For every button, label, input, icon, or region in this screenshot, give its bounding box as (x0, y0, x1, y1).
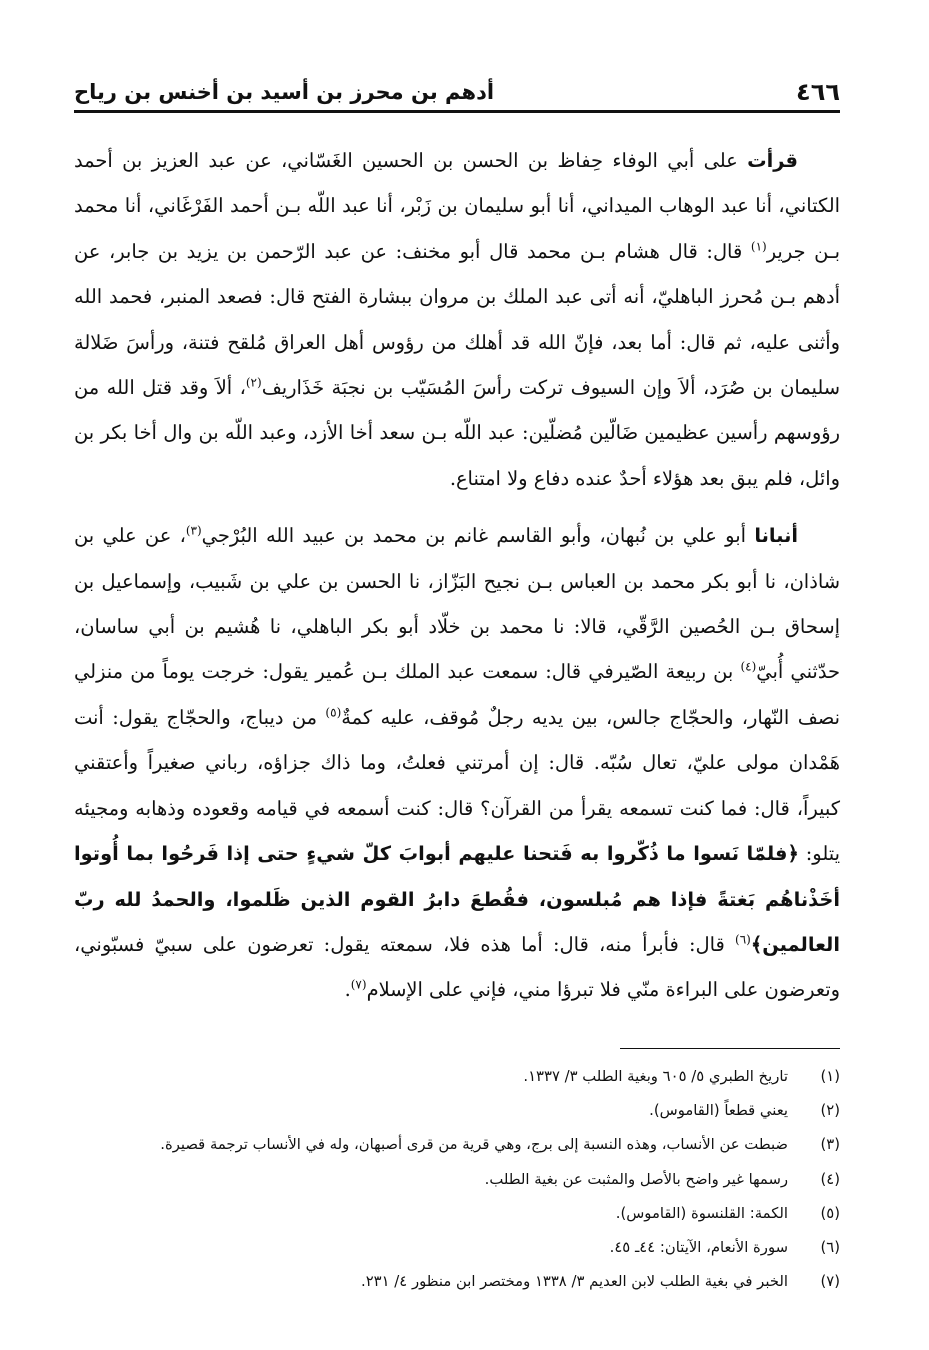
paragraph-lead-word: أنبانا (754, 524, 798, 548)
footnote-number: (٤) (820, 1170, 840, 1188)
footnote-separator (620, 1048, 840, 1049)
footnote-number: (٦) (820, 1239, 840, 1257)
header-rule (74, 110, 840, 113)
footnote-marker: (٥) (325, 705, 342, 720)
paragraph-text: من ديباج، والحجّاج يقول: أنت هَمْدان مولى عليّ، تعال سُبّه. قال: إن أمرتني فعلتُ، وما ذاك جزاؤه، رباني صغيراً وأعتقني كبيراً، قال: فما كنت تسمعه يقرأ من القرآن؟ قال: كنت أسمعه في قيامه وقعوده وذهابه ومجيئه يتلو: (74, 705, 840, 866)
quran-quote: ﴿فلمّا نَسوا ما ذُكّروا به فَتحنا عليهم أبوابَ كلّ شيءٍ حتى إذا فَرحُوا بما أُوتوا أخَذْناهُم بَغتةً فإذا هم مُبلسون، فقُطعَ دابرُ القوم الذين ظَلموا، والحمدُ لله ربّ العالمين﴾ (74, 842, 840, 956)
page-number: ٤٦٦ (796, 78, 840, 106)
footnote-number: (٧) (820, 1273, 840, 1291)
footnote (74, 1094, 840, 1128)
footnote (74, 1163, 840, 1197)
footnote (74, 1128, 840, 1162)
footnote-text: سورة الأنعام، الآيتان: ٤٤ـ ٤٥. (609, 1239, 788, 1257)
paragraph-text: قال: قال هشام بـن محمد قال أبو مخنف: عن عبد الرّحمن بن يزيد بن جابر، عن أدهم بـن مُحرز الباهليّ، أنه أتى عبد الملك بن مروان ببشارة الفتح قال: فصعد المنبر، فحمد الله وأثنى عليه، ثم قال: أما بعد، فإنّ الله قد أهلك من رؤوس أهل العراق مُلقح فتنة، ورأسَ ضَلالة سليمان بن صُرَد، ألاَ وإن السيوف تركت رأسَ المُسَيّب بن نجبَة خَذَاريف (74, 239, 840, 400)
paragraph-text: ، ألاَ وقد قتل الله من رؤوسهم رأسين عظيمين ضَالّين مُضلّين: عبد اللّه بـن سعد أخا الأزد، وعبد اللّه بن وال أخا بكر بن وائل، فلم يبق بعد هؤلاء أحدٌ عنده دفاع ولا امتناع. (74, 376, 840, 490)
paragraph-text: على أبي الوفاء حِفاظ بن الحسن بن الحسين الغَسّاني، عن عبد العزيز بن أحمد الكتاني، أنا عبد الوهاب الميداني، أنا أبو سليمان بن زَبْر، أنا عبد اللّه بـن أحمد الفَرْغَاني، أنا محمد بـن جرير (74, 149, 840, 263)
paragraph-lead-word: قرأت (747, 149, 798, 172)
paragraph-text: أبو علي بن نُبهان، وأبو القاسم غانم بن محمد بن عبيد الله البُرْجي (201, 524, 755, 548)
footnote (74, 1231, 840, 1265)
running-title: أدهم بن محرز بن أسيد بن أخنس بن رياح (74, 80, 495, 104)
footnote-text: يعني قطعاً (القاموس). (649, 1102, 788, 1120)
footnote-marker: (٧) (350, 977, 367, 992)
paragraph-text: بن ربيعة الصّيرفي قال: سمعت عبد الملك بـن عُمير يقول: خرجت يوماً من منزلي نصف النّهار، والحجّاج جالس، بين يديه رجلٌ مُوقف، عليه كمةٌ (74, 660, 840, 729)
footnote-marker: (٦) (735, 932, 751, 947)
footnote-text: الكمة: القلنسوة (القاموس). (615, 1204, 788, 1222)
footnotes-list (74, 1060, 840, 1299)
footnote (74, 1265, 840, 1299)
footnote-marker: (٢) (245, 375, 262, 390)
page-header (74, 62, 840, 106)
footnote-marker: (١) (750, 239, 767, 254)
footnote-text: الخبر في بغية الطلب لابن العديم ٣/ ١٣٣٨ ومختصر ابن منظور ٤/ ٢٣١. (361, 1273, 788, 1291)
footnote (74, 1060, 840, 1094)
footnote-number: (٢) (820, 1102, 840, 1120)
footnote-number: (٣) (820, 1136, 840, 1154)
footnote-number: (٥) (820, 1204, 840, 1222)
footnote-text: تاريخ الطبري ٥/ ٦٠٥ وبغية الطلب ٣/ ١٣٣٧. (523, 1068, 788, 1085)
paragraph-text: . (344, 978, 351, 1002)
footnote-marker: (٤) (740, 660, 757, 674)
paragraph-anbana (74, 513, 840, 1012)
paragraph-text: قال: فأبرأ منه، قال: أما هذه فلا، سمعته يقول: تعرضون على سبيّ فسبّوني، وتعرضون على البراءة منّي فلا تبرؤا مني، فإني على الإسلام (74, 932, 840, 1002)
paragraph-text: ، عن علي بن شاذان، نا أبو بكر محمد بن العباس بـن نجيح البَزّاز، نا الحسن بن علي بن شَبيب، وإسماعيل بن إسحاق بـن الحُصين الرَّقّي، قالا: نا محمد بن خلّاد أبو بكر الباهلي، نا هُشيم بن أبي ساسان، حدّثني أُبيّ (74, 524, 840, 684)
footnote (74, 1197, 840, 1231)
paragraph-qara-at (74, 138, 840, 501)
footnote-number: (١) (820, 1068, 840, 1085)
body-text (74, 138, 840, 1013)
footnote-marker: (٣) (185, 523, 202, 538)
footnote-text: ضبطت عن الأنساب، وهذه النسبة إلى برج، وهي قرية من قرى أصبهان، وله في الأنساب ترجمة قصيرة. (160, 1136, 788, 1154)
footnote-text: رسمها غير واضح بالأصل والمثبت عن بغية الطلب. (484, 1170, 788, 1188)
